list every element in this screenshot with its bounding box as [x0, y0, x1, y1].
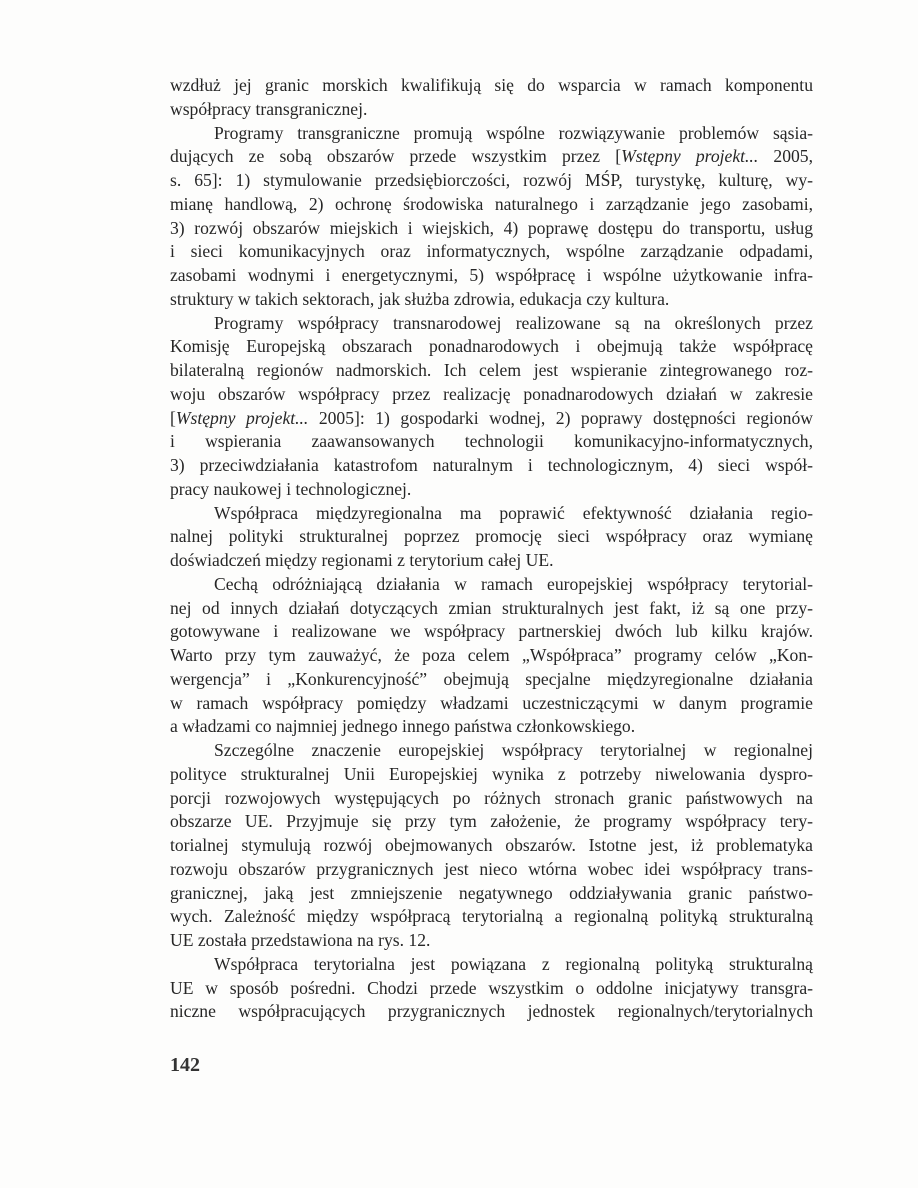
- text-line: [170, 858, 813, 882]
- text-run: rozwoju obszarów przygranicznych jest nieco wtórna wobec idei współpracy trans-: [170, 858, 813, 879]
- text-line: [170, 549, 813, 573]
- text-line: [170, 834, 813, 858]
- text-line: [170, 478, 813, 502]
- text-line: [170, 122, 813, 146]
- text-line: [170, 383, 813, 407]
- text-run: [: [170, 407, 176, 428]
- text-run: Programy współpracy transnarodowej realizowane są na określonych przez: [214, 312, 813, 333]
- text-line: [170, 644, 813, 668]
- paragraph: [170, 573, 813, 739]
- text-run: mianę handlową, 2) ochronę środowiska naturalnego i zarządzanie jego zasobami,: [170, 193, 813, 214]
- text-run: 2005,: [758, 146, 813, 167]
- text-line: [170, 430, 813, 454]
- text-line: [170, 692, 813, 716]
- text-run: Szczególne znaczenie europejskiej współpracy terytorialnej w regionalnej: [214, 740, 813, 760]
- text-run: struktury w takich sektorach, jak służba zdrowia, edukacja czy kultura.: [170, 288, 670, 309]
- text-line: [170, 739, 813, 763]
- text-line: [170, 193, 813, 217]
- text-line: [170, 359, 813, 383]
- paragraph: [170, 312, 813, 502]
- text-run: wych. Zależność między współpracą terytorialną a regionalną polityką strukturalną: [170, 906, 813, 927]
- text-run: niczne współpracujących przygranicznych jednostek regionalnych/terytorialnych: [170, 1001, 813, 1022]
- text-run: Warto przy tym zauważyć, że poza celem „Współpraca” programy celów „Kon-: [170, 645, 813, 665]
- text-run: granicznej, jaką jest zmniejszenie negatywnego oddziaływania granic państwo-: [170, 882, 813, 903]
- text-run: współpracy transgranicznej.: [170, 98, 368, 119]
- text-line: [170, 217, 813, 241]
- text-line: [170, 763, 813, 787]
- text-line: [170, 98, 813, 122]
- text-run: nej od innych działań dotyczących zmian strukturalnych jest fakt, iż są one przy-: [170, 597, 813, 618]
- text-line: [170, 145, 813, 169]
- text-run: Współpraca międzyregionalna ma poprawić efektywność działania regio-: [214, 502, 813, 523]
- text-line: [170, 953, 813, 977]
- text-run: nalnej polityki strukturalnej poprzez promocję sieci współpracy oraz wymianę: [170, 526, 813, 547]
- text-run: wzdłuż jej granic morskich kwalifikują się do wsparcia w ramach komponentu: [170, 75, 813, 95]
- text-run: w ramach współpracy pomiędzy władzami uczestniczącymi w danym programie: [170, 692, 813, 713]
- text-line: [170, 312, 813, 336]
- text-line: [170, 620, 813, 644]
- text-run: porcji rozwojowych występujących po różnych stronach granic państwowych na: [170, 787, 813, 808]
- text-run: gotowywane i realizowane we współpracy partnerskiej dwóch lub kilku krajów.: [170, 621, 813, 642]
- text-run: i sieci komunikacyjnych oraz informatycznych, wspólne zarządzanie odpadami,: [170, 241, 813, 262]
- text-run: woju obszarów współpracy przez realizację ponadnarodowych działań w zakresie: [170, 383, 813, 404]
- paragraph: [170, 739, 813, 953]
- text-run: torialnej stymulują rozwój obejmowanych obszarów. Istotne jest, iż problematyka: [170, 835, 813, 855]
- text-line: [170, 407, 813, 431]
- text-run: 2005]: 1) gospodarki wodnej, 2) poprawy dostępności regionów: [308, 407, 813, 428]
- text-run: s. 65]: 1) stymulowanie przedsiębiorczości, rozwój MŚP, turystykę, kulturę, wy-: [170, 170, 813, 190]
- text-run: UE w sposób pośredni. Chodzi przede wszystkim o oddolne inicjatywy transgra-: [170, 977, 813, 998]
- text-line: [170, 905, 813, 929]
- text-line: [170, 715, 813, 739]
- text-line: [170, 288, 813, 312]
- text-run: 3) rozwój obszarów miejskich i wiejskich, 4) poprawę dostępu do transportu, usług: [170, 217, 813, 238]
- text-run: obszarze UE. Przyjmuje się przy tym założenie, że programy współpracy tery-: [170, 811, 813, 832]
- text-line: [170, 169, 813, 193]
- text-line: [170, 335, 813, 359]
- text-line: [170, 1000, 813, 1024]
- text-run: wergencja” i „Konkurencyjność” obejmują specjalne międzyregionalne działania: [170, 668, 813, 689]
- body-text: [170, 74, 813, 1024]
- text-run: Programy transgraniczne promują wspólne rozwiązywanie problemów sąsia-: [214, 122, 813, 143]
- paragraph: [170, 74, 813, 122]
- paragraph: [170, 953, 813, 1024]
- text-line: [170, 454, 813, 478]
- text-line: [170, 573, 813, 597]
- text-run: a władzami co najmniej jednego innego państwa członkowskiego.: [170, 716, 636, 737]
- text-run: 3) przeciwdziałania katastrofom naturalnym i technologicznym, 4) sieci współ-: [170, 455, 813, 475]
- text-line: [170, 240, 813, 264]
- text-run: bilateralną regionów nadmorskich. Ich celem jest wspieranie zintegrowanego roz-: [170, 360, 813, 380]
- text-line: [170, 882, 813, 906]
- paragraph: [170, 122, 813, 312]
- text-run: UE została przedstawiona na rys. 12.: [170, 930, 431, 950]
- text-line: [170, 929, 813, 953]
- text-run: Cechą odróżniającą działania w ramach europejskiej współpracy terytorial-: [214, 573, 813, 594]
- text-line: [170, 810, 813, 834]
- text-line: [170, 502, 813, 526]
- text-line: [170, 74, 813, 98]
- text-run: Komisję Europejską obszarach ponadnarodowych i obejmują także współpracę: [170, 336, 813, 357]
- text-run: doświadczeń między regionami z terytorium całej UE.: [170, 550, 554, 570]
- italic-citation: Wstępny projekt...: [175, 407, 309, 428]
- text-line: [170, 668, 813, 692]
- text-line: [170, 787, 813, 811]
- text-line: [170, 264, 813, 288]
- text-run: i wspierania zaawansowanych technologii komunikacyjno-informatycznych,: [170, 431, 813, 452]
- text-line: [170, 525, 813, 549]
- italic-citation: Wstępny projekt...: [621, 146, 759, 167]
- paragraph: [170, 502, 813, 573]
- page-number: 142: [170, 1054, 200, 1076]
- text-run: Współpraca terytorialna jest powiązana z regionalną polityką strukturalną: [214, 953, 813, 974]
- text-run: zasobami wodnymi i energetycznymi, 5) współpracę i wspólne użytkowanie infra-: [170, 265, 813, 285]
- text-line: [170, 597, 813, 621]
- text-run: dujących ze sobą obszarów przede wszystkim przez [: [170, 146, 622, 167]
- text-run: pracy naukowej i technologicznej.: [170, 478, 412, 499]
- text-run: polityce strukturalnej Unii Europejskiej wynika z potrzeby niwelowania dyspro-: [170, 763, 813, 784]
- text-line: [170, 977, 813, 1001]
